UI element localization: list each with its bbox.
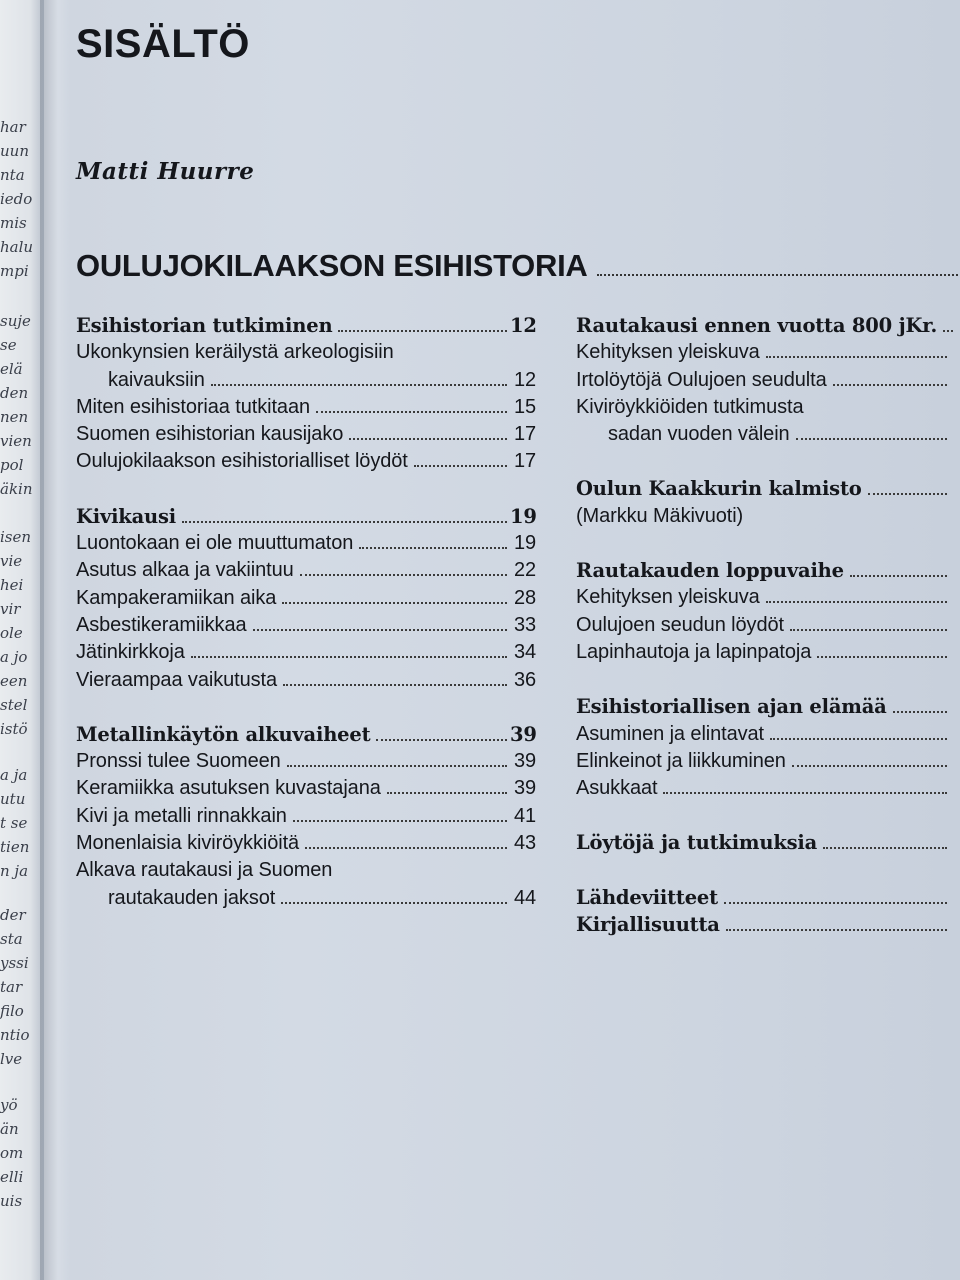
toc-entry-label: Kivi ja metalli rinnakkain: [76, 804, 287, 827]
margin-text-fragment: a ja: [0, 766, 28, 784]
margin-text-fragment: een: [0, 672, 28, 690]
leader-dots: [766, 600, 947, 603]
toc-entry: [76, 421, 536, 448]
margin-text-fragment: vir: [0, 600, 21, 618]
toc-section-heading: [76, 503, 536, 530]
leader-dots: [338, 329, 507, 332]
margin-text-fragment: yö: [0, 1096, 18, 1114]
toc-entry-label: Kehityksen yleiskuva: [576, 341, 760, 364]
toc-entry-label: Monenlaisia kiviröykkiöitä: [76, 832, 300, 855]
margin-text-fragment: vie: [0, 552, 23, 570]
leader-dots: [182, 520, 507, 523]
leader-dots: [817, 655, 947, 658]
toc-entry-label: Asukkaat: [576, 777, 658, 800]
toc-entry-label: Oulujoen seudun löydöt: [576, 613, 784, 636]
leader-dots: [726, 928, 947, 931]
toc-section: [576, 884, 960, 939]
page-number: 17: [513, 450, 536, 473]
toc-entry: [76, 530, 536, 557]
toc-section-heading: [576, 884, 960, 911]
toc-section-heading: [576, 911, 960, 938]
toc-entry-label: Metallinkäytön alkuvaiheet: [76, 722, 371, 746]
toc-entry-label: Rautakauden loppuvaihe: [576, 559, 844, 583]
leader-dots: [305, 846, 507, 849]
toc-entry-label: Oulun Kaakkurin kalmisto: [576, 477, 862, 501]
toc-entry: [576, 503, 960, 530]
page-number: 36: [513, 668, 536, 691]
leader-dots: [376, 738, 507, 741]
toc-entry-label: Oulujokilaakson esihistorialliset löydöt: [76, 450, 408, 473]
margin-text-fragment: uis: [0, 1192, 23, 1210]
page-number: 17: [513, 423, 536, 446]
toc-left-column: [76, 312, 536, 939]
toc-entry-label: Kirjallisuutta: [576, 913, 720, 937]
margin-text-fragment: äkin: [0, 480, 33, 498]
toc-entry: [76, 585, 536, 612]
author-name: Matti Huurre: [76, 158, 255, 185]
leader-dots: [724, 901, 947, 904]
toc-entry-label: Rautakausi ennen vuotta 800 jKr.: [576, 314, 938, 337]
toc-entry: [76, 830, 536, 857]
previous-page-edge: [0, 0, 44, 1280]
toc-entry-label: Asuminen ja elintavat: [576, 722, 765, 745]
leader-dots: [293, 819, 507, 822]
toc-section-heading: [576, 557, 960, 584]
leader-dots: [663, 791, 947, 794]
toc-entry-label: Esihistorian tutkiminen: [76, 314, 333, 337]
page-number: 33: [513, 613, 536, 636]
toc-entry-label: Pronssi tulee Suomeen: [76, 750, 281, 773]
margin-text-fragment: yssi: [0, 954, 29, 972]
toc-section: [576, 693, 960, 802]
leader-dots: [868, 492, 947, 495]
leader-dots: [943, 329, 953, 332]
leader-dots: [387, 791, 507, 794]
toc-entry-label: Kehityksen yleiskuva: [576, 586, 760, 609]
leader-dots: [316, 410, 507, 413]
leader-dots: [796, 437, 947, 440]
margin-text-fragment: stel: [0, 696, 28, 714]
toc-entry-label: sadan vuoden välein: [608, 423, 790, 446]
toc-entry: [576, 639, 960, 666]
margin-text-fragment: isen: [0, 528, 32, 546]
margin-text-fragment: nen: [0, 408, 29, 426]
toc-entry: [76, 639, 536, 666]
toc-entry: [576, 612, 960, 639]
book-gutter-shadow: [40, 0, 58, 1280]
margin-text-fragment: ntio: [0, 1026, 30, 1044]
leader-dots: [790, 628, 947, 631]
page-title: SISÄLTÖ: [76, 22, 250, 66]
toc-right-column: [576, 312, 960, 965]
toc-entry: [576, 721, 960, 748]
page-number: 43: [513, 832, 536, 855]
toc-section: [576, 557, 960, 666]
toc-entry: [76, 367, 536, 394]
margin-text-fragment: istö: [0, 720, 28, 738]
toc-entry: [576, 394, 960, 421]
leader-dots: [414, 464, 507, 467]
margin-text-fragment: se: [0, 336, 17, 354]
page-number: 34: [513, 641, 536, 664]
toc-entry: [576, 584, 960, 611]
toc-section-heading: [576, 693, 960, 720]
page-number: 39: [510, 722, 537, 746]
page-number: 39: [513, 777, 536, 800]
margin-text-fragment: pol: [0, 456, 24, 474]
margin-text-fragment: mis: [0, 214, 27, 232]
part-leader-dots: [597, 273, 960, 276]
leader-dots: [253, 628, 508, 631]
leader-dots: [893, 710, 947, 713]
margin-text-fragment: den: [0, 384, 29, 402]
page-number: 41: [513, 804, 536, 827]
margin-text-fragment: sta: [0, 930, 23, 948]
toc-entry: [576, 748, 960, 775]
toc-entry: [76, 857, 536, 884]
toc-entry: [76, 775, 536, 802]
toc-entry-label: Miten esihistoriaa tutkitaan: [76, 395, 310, 418]
margin-text-fragment: vien: [0, 432, 32, 450]
toc-entry-label: kaivauksiin: [108, 368, 205, 391]
margin-text-fragment: än: [0, 1120, 19, 1138]
toc-entry: [76, 885, 536, 912]
margin-text-fragment: lve: [0, 1050, 23, 1068]
toc-entry-label: Elinkeinot ja liikkuminen: [576, 749, 786, 772]
leader-dots: [833, 383, 947, 386]
toc-entry-label: Jätinkirkkoja: [76, 641, 185, 664]
toc-entry-label: Suomen esihistorian kausijako: [76, 423, 344, 446]
toc-section: [576, 312, 960, 448]
toc-entry: [76, 667, 536, 694]
toc-section-heading: [576, 829, 960, 856]
toc-entry-label: Asbestikeramiikkaa: [76, 613, 247, 636]
margin-text-fragment: ole: [0, 624, 23, 642]
toc-entry-label: (Markku Mäkivuoti): [576, 504, 744, 527]
margin-text-fragment: filo: [0, 1002, 24, 1020]
margin-text-fragment: uun: [0, 142, 29, 160]
leader-dots: [359, 546, 507, 549]
margin-text-fragment: tien: [0, 838, 30, 856]
margin-text-fragment: tar: [0, 978, 23, 996]
margin-text-fragment: om: [0, 1144, 24, 1162]
page-number: 22: [513, 559, 536, 582]
toc-entry-label: Löytöjä ja tutkimuksia: [576, 831, 818, 855]
toc-entry-label: Kampakeramiikan aika: [76, 586, 277, 609]
toc-entry: [576, 339, 960, 366]
toc-section: [76, 503, 536, 694]
leader-dots: [282, 601, 507, 604]
toc-section: [76, 721, 536, 912]
toc-entry: [76, 803, 536, 830]
toc-section-heading: [76, 721, 536, 748]
toc-entry: [76, 612, 536, 639]
toc-section: [76, 312, 536, 476]
margin-text-fragment: der: [0, 906, 26, 924]
leader-dots: [850, 574, 947, 577]
toc-entry-label: Alkava rautakausi ja Suomen: [76, 859, 333, 882]
toc-section-heading: [76, 312, 536, 339]
page-number: 19: [513, 532, 536, 555]
leader-dots: [300, 573, 507, 576]
margin-text-fragment: a jo: [0, 648, 28, 666]
leader-dots: [349, 437, 507, 440]
part-title: OULUJOKILAAKSON ESIHISTORIA: [76, 248, 588, 283]
margin-text-fragment: suje: [0, 312, 31, 330]
page-number: 12: [513, 368, 536, 391]
toc-section-heading: [576, 475, 960, 502]
leader-dots: [281, 901, 507, 904]
page-number: 15: [513, 395, 536, 418]
margin-text-fragment: elli: [0, 1168, 24, 1186]
margin-text-fragment: iedo: [0, 190, 33, 208]
toc-entry: [76, 748, 536, 775]
toc-entry-label: Kivikausi: [76, 504, 177, 528]
margin-text-fragment: utu: [0, 790, 26, 808]
leader-dots: [287, 764, 507, 767]
margin-text-fragment: t se: [0, 814, 28, 832]
margin-text-fragment: har: [0, 118, 26, 136]
toc-entry-label: Luontokaan ei ole muuttumaton: [76, 532, 354, 555]
leader-dots: [766, 355, 947, 358]
toc-entry: [76, 448, 536, 475]
page-number: 12: [510, 314, 537, 337]
toc-entry: [76, 557, 536, 584]
part-heading: [76, 248, 960, 284]
leader-dots: [770, 737, 947, 740]
leader-dots: [283, 683, 507, 686]
toc-entry: [576, 775, 960, 802]
toc-entry: [576, 367, 960, 394]
toc-entry-label: Keramiikka asutuksen kuvastajana: [76, 777, 381, 800]
toc-entry: [76, 394, 536, 421]
toc-entry-label: Irtolöytöjä Oulujoen seudulta: [576, 368, 827, 391]
toc-entry-label: Asutus alkaa ja vakiintuu: [76, 559, 294, 582]
toc-entry-label: Lähdeviitteet: [576, 885, 718, 909]
margin-text-fragment: nta: [0, 166, 25, 184]
toc-entry-label: Kiviröykkiöiden tutkimusta: [576, 395, 804, 418]
toc-entry: [76, 339, 536, 366]
toc-entry: [576, 421, 960, 448]
margin-text-fragment: halu: [0, 238, 34, 256]
leader-dots: [191, 655, 507, 658]
leader-dots: [823, 846, 947, 849]
margin-text-fragment: elä: [0, 360, 23, 378]
leader-dots: [211, 383, 507, 386]
toc-entry-label: Vieraampaa vaikutusta: [76, 668, 277, 691]
margin-text-fragment: mpi: [0, 262, 29, 280]
toc-entry-label: Ukonkynsien keräilystä arkeologisiin: [76, 341, 394, 364]
margin-text-fragment: hei: [0, 576, 24, 594]
leader-dots: [792, 764, 947, 767]
toc-section: [576, 829, 960, 856]
toc-entry-label: Lapinhautoja ja lapinpatoja: [576, 640, 812, 663]
page-number: 44: [513, 886, 536, 909]
page-number: 39: [513, 750, 536, 773]
toc-section: [576, 475, 960, 530]
page-number: 19: [510, 504, 537, 528]
page-number: 28: [513, 586, 536, 609]
margin-text-fragment: n ja: [0, 862, 29, 880]
toc-section-heading: [576, 312, 960, 339]
toc-entry-label: Esihistoriallisen ajan elämää: [576, 695, 887, 719]
toc-entry-label: rautakauden jaksot: [108, 886, 276, 909]
